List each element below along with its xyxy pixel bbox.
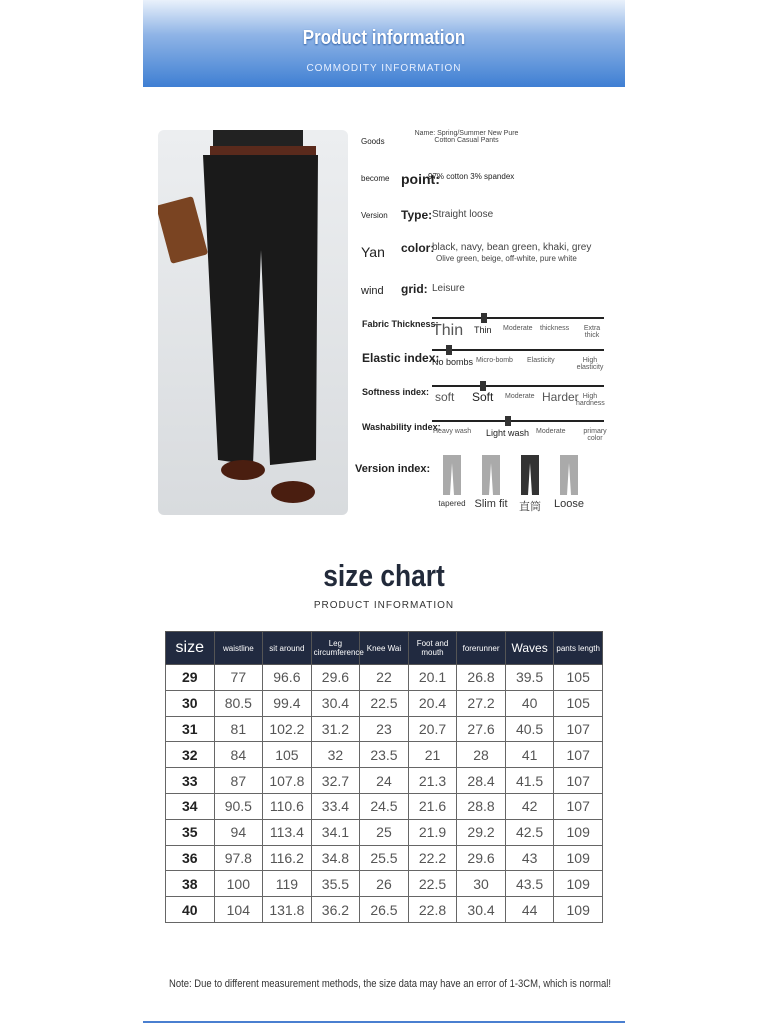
pants-silhouette-icon [521,455,539,495]
info-label: Goods [361,137,385,146]
info-value: black, navy, bean green, khaki, grey [432,242,592,253]
table-cell: 107 [554,793,603,819]
index-option: Heavy wash [433,428,472,435]
table-cell: 107 [554,742,603,768]
table-cell: 42 [505,793,554,819]
table-header-cell: sit around [263,632,312,665]
table-cell: 116.2 [263,845,312,871]
index-option: Thin [432,322,464,339]
table-cell: 35.5 [311,871,360,897]
banner-subtitle: COMMODITY INFORMATION [306,63,462,74]
table-cell: 40 [166,897,215,923]
table-cell: 30 [457,871,506,897]
index-slider-track [432,420,604,422]
table-cell: 102.2 [263,716,312,742]
index-slider-track [432,385,604,387]
table-cell: 100 [214,871,263,897]
table-cell: 42.5 [505,819,554,845]
table-cell: 21.3 [408,768,457,794]
table-cell: 34 [166,793,215,819]
table-cell: 22.8 [408,897,457,923]
info-key: Type: [401,208,433,222]
table-cell: 109 [554,845,603,871]
table-cell: 34.8 [311,845,360,871]
index-label: Elastic index: [362,351,440,365]
table-cell: 23.5 [360,742,409,768]
table-cell: 26 [360,871,409,897]
size-chart-subtitle: PRODUCT INFORMATION [313,600,455,611]
table-cell: 84 [214,742,263,768]
table-cell: 87 [214,768,263,794]
table-cell: 97.8 [214,845,263,871]
index-option: No bombs [432,357,474,367]
index-slider-marker [481,313,487,323]
index-option: Moderate [536,428,566,435]
info-key: point: [401,171,440,187]
table-cell: 22.5 [408,871,457,897]
index-option: Moderate [505,393,535,400]
table-row [166,742,603,768]
table-cell: 32 [311,742,360,768]
index-slider-marker [505,416,511,426]
table-cell: 81 [214,716,263,742]
table-row [166,819,603,845]
info-label: become [361,174,390,183]
table-cell: 21.9 [408,819,457,845]
table-cell: 30 [166,690,215,716]
table-cell: 31 [166,716,215,742]
table-cell: 20.4 [408,690,457,716]
index-option: Micro-bomb [476,357,513,364]
index-option: Extra thick [583,325,601,339]
table-header-cell: waistline [214,632,263,665]
table-row [166,716,603,742]
index-label: Washability index: [362,422,441,432]
table-cell: 105 [554,665,603,691]
table-cell: 43 [505,845,554,871]
info-key: color: [401,241,435,255]
table-cell: 35 [166,819,215,845]
index-option: Elasticity [527,357,555,364]
table-cell: 28.4 [457,768,506,794]
table-cell: 31.2 [311,716,360,742]
pants-silhouette-icon [560,455,578,495]
table-cell: 26.8 [457,665,506,691]
table-cell: 104 [214,897,263,923]
table-cell: 28.8 [457,793,506,819]
table-cell: 22 [360,665,409,691]
table-header-cell: Foot and mouth [408,632,457,665]
pants-model-image [158,130,348,515]
table-cell: 77 [214,665,263,691]
info-value: Straight loose [432,209,494,220]
table-row [166,793,603,819]
table-cell: 99.4 [263,690,312,716]
table-cell: 25.5 [360,845,409,871]
table-cell: 90.5 [214,793,263,819]
version-option: 直筒 [519,501,541,513]
table-header-cell: Knee Wai [360,632,409,665]
table-cell: 27.6 [457,716,506,742]
table-cell: 40.5 [505,716,554,742]
table-cell: 27.2 [457,690,506,716]
info-value: Name: Spring/Summer New Pure Cotton Casual Pants [414,130,519,144]
table-cell: 36 [166,845,215,871]
table-cell: 21 [408,742,457,768]
table-cell: 109 [554,897,603,923]
size-note: Note: Due to different measurement methods, the size data may have an error of 1-3CM, which is normal! [169,978,612,990]
table-cell: 34.1 [311,819,360,845]
table-cell: 38 [166,871,215,897]
table-cell: 41 [505,742,554,768]
size-chart-title: size chart [323,558,445,593]
table-cell: 39.5 [505,665,554,691]
table-cell: 25 [360,819,409,845]
table-row [166,768,603,794]
table-cell: 131.8 [263,897,312,923]
table-cell: 20.1 [408,665,457,691]
info-subvalue: Olive green, beige, off-white, pure white [436,254,577,263]
table-cell: 44 [505,897,554,923]
table-row [166,690,603,716]
table-cell: 21.6 [408,793,457,819]
table-cell: 29.2 [457,819,506,845]
table-cell: 28 [457,742,506,768]
table-row [166,871,603,897]
table-cell: 107.8 [263,768,312,794]
version-index-label: Version index: [355,463,431,475]
pants-silhouette-icon [482,455,500,495]
table-cell: 96.6 [263,665,312,691]
table-cell: 23 [360,716,409,742]
index-slider-track [432,349,604,351]
index-option: Soft [472,390,494,404]
table-cell: 109 [554,819,603,845]
table-row [166,897,603,923]
table-cell: 119 [263,871,312,897]
table-cell: 94 [214,819,263,845]
table-cell: 43.5 [505,871,554,897]
info-label: Version [361,211,388,220]
table-cell: 29.6 [457,845,506,871]
version-option: Slim fit [474,498,508,510]
product-photo [158,130,348,515]
index-option: Harder [542,390,579,404]
info-label: Yan [361,244,385,260]
table-cell: 110.6 [263,793,312,819]
table-cell: 105 [263,742,312,768]
table-cell: 24 [360,768,409,794]
info-value: Leisure [432,283,465,294]
table-cell: 80.5 [214,690,263,716]
index-label: Softness index: [362,387,430,397]
table-cell: 20.7 [408,716,457,742]
info-value: 97% cotton 3% spandex [428,172,515,181]
table-cell: 30.4 [311,690,360,716]
index-option: High hardness [576,393,605,407]
table-cell: 105 [554,690,603,716]
index-option: soft [435,390,455,404]
index-option: primary color [583,428,607,442]
size-table [165,631,603,923]
table-cell: 32.7 [311,768,360,794]
table-cell: 22.5 [360,690,409,716]
index-option: Moderate [503,325,533,332]
bottom-divider [143,1021,625,1023]
version-option: tapered [438,499,466,508]
table-header-cell: pants length [554,632,603,665]
index-option: Light wash [486,428,530,438]
table-cell: 29.6 [311,665,360,691]
index-label: Fabric Thickness: [362,319,439,329]
header-banner [143,0,625,87]
table-header-cell: forerunner [457,632,506,665]
index-slider-marker [446,345,452,355]
table-cell: 29 [166,665,215,691]
table-cell: 33 [166,768,215,794]
table-cell: 40 [505,690,554,716]
banner-title: Product information [302,27,466,49]
index-option: Thin [474,325,492,335]
table-header-cell: Waves [505,632,554,665]
table-cell: 30.4 [457,897,506,923]
table-cell: 107 [554,716,603,742]
table-header-cell: size [166,632,215,665]
version-option: Loose [554,498,584,510]
table-row [166,665,603,691]
table-cell: 32 [166,742,215,768]
table-cell: 36.2 [311,897,360,923]
table-cell: 33.4 [311,793,360,819]
table-cell: 22.2 [408,845,457,871]
table-cell: 113.4 [263,819,312,845]
table-cell: 41.5 [505,768,554,794]
index-slider-track [432,317,604,319]
table-cell: 24.5 [360,793,409,819]
index-option: High elasticity [576,357,604,371]
table-header-cell: Leg circumference [311,632,360,665]
table-cell: 107 [554,768,603,794]
table-cell: 26.5 [360,897,409,923]
info-label: wind [361,285,384,297]
index-option: thickness [540,325,570,332]
pants-silhouette-icon [443,455,461,495]
table-cell: 109 [554,871,603,897]
info-key: grid: [401,282,428,296]
table-row [166,845,603,871]
